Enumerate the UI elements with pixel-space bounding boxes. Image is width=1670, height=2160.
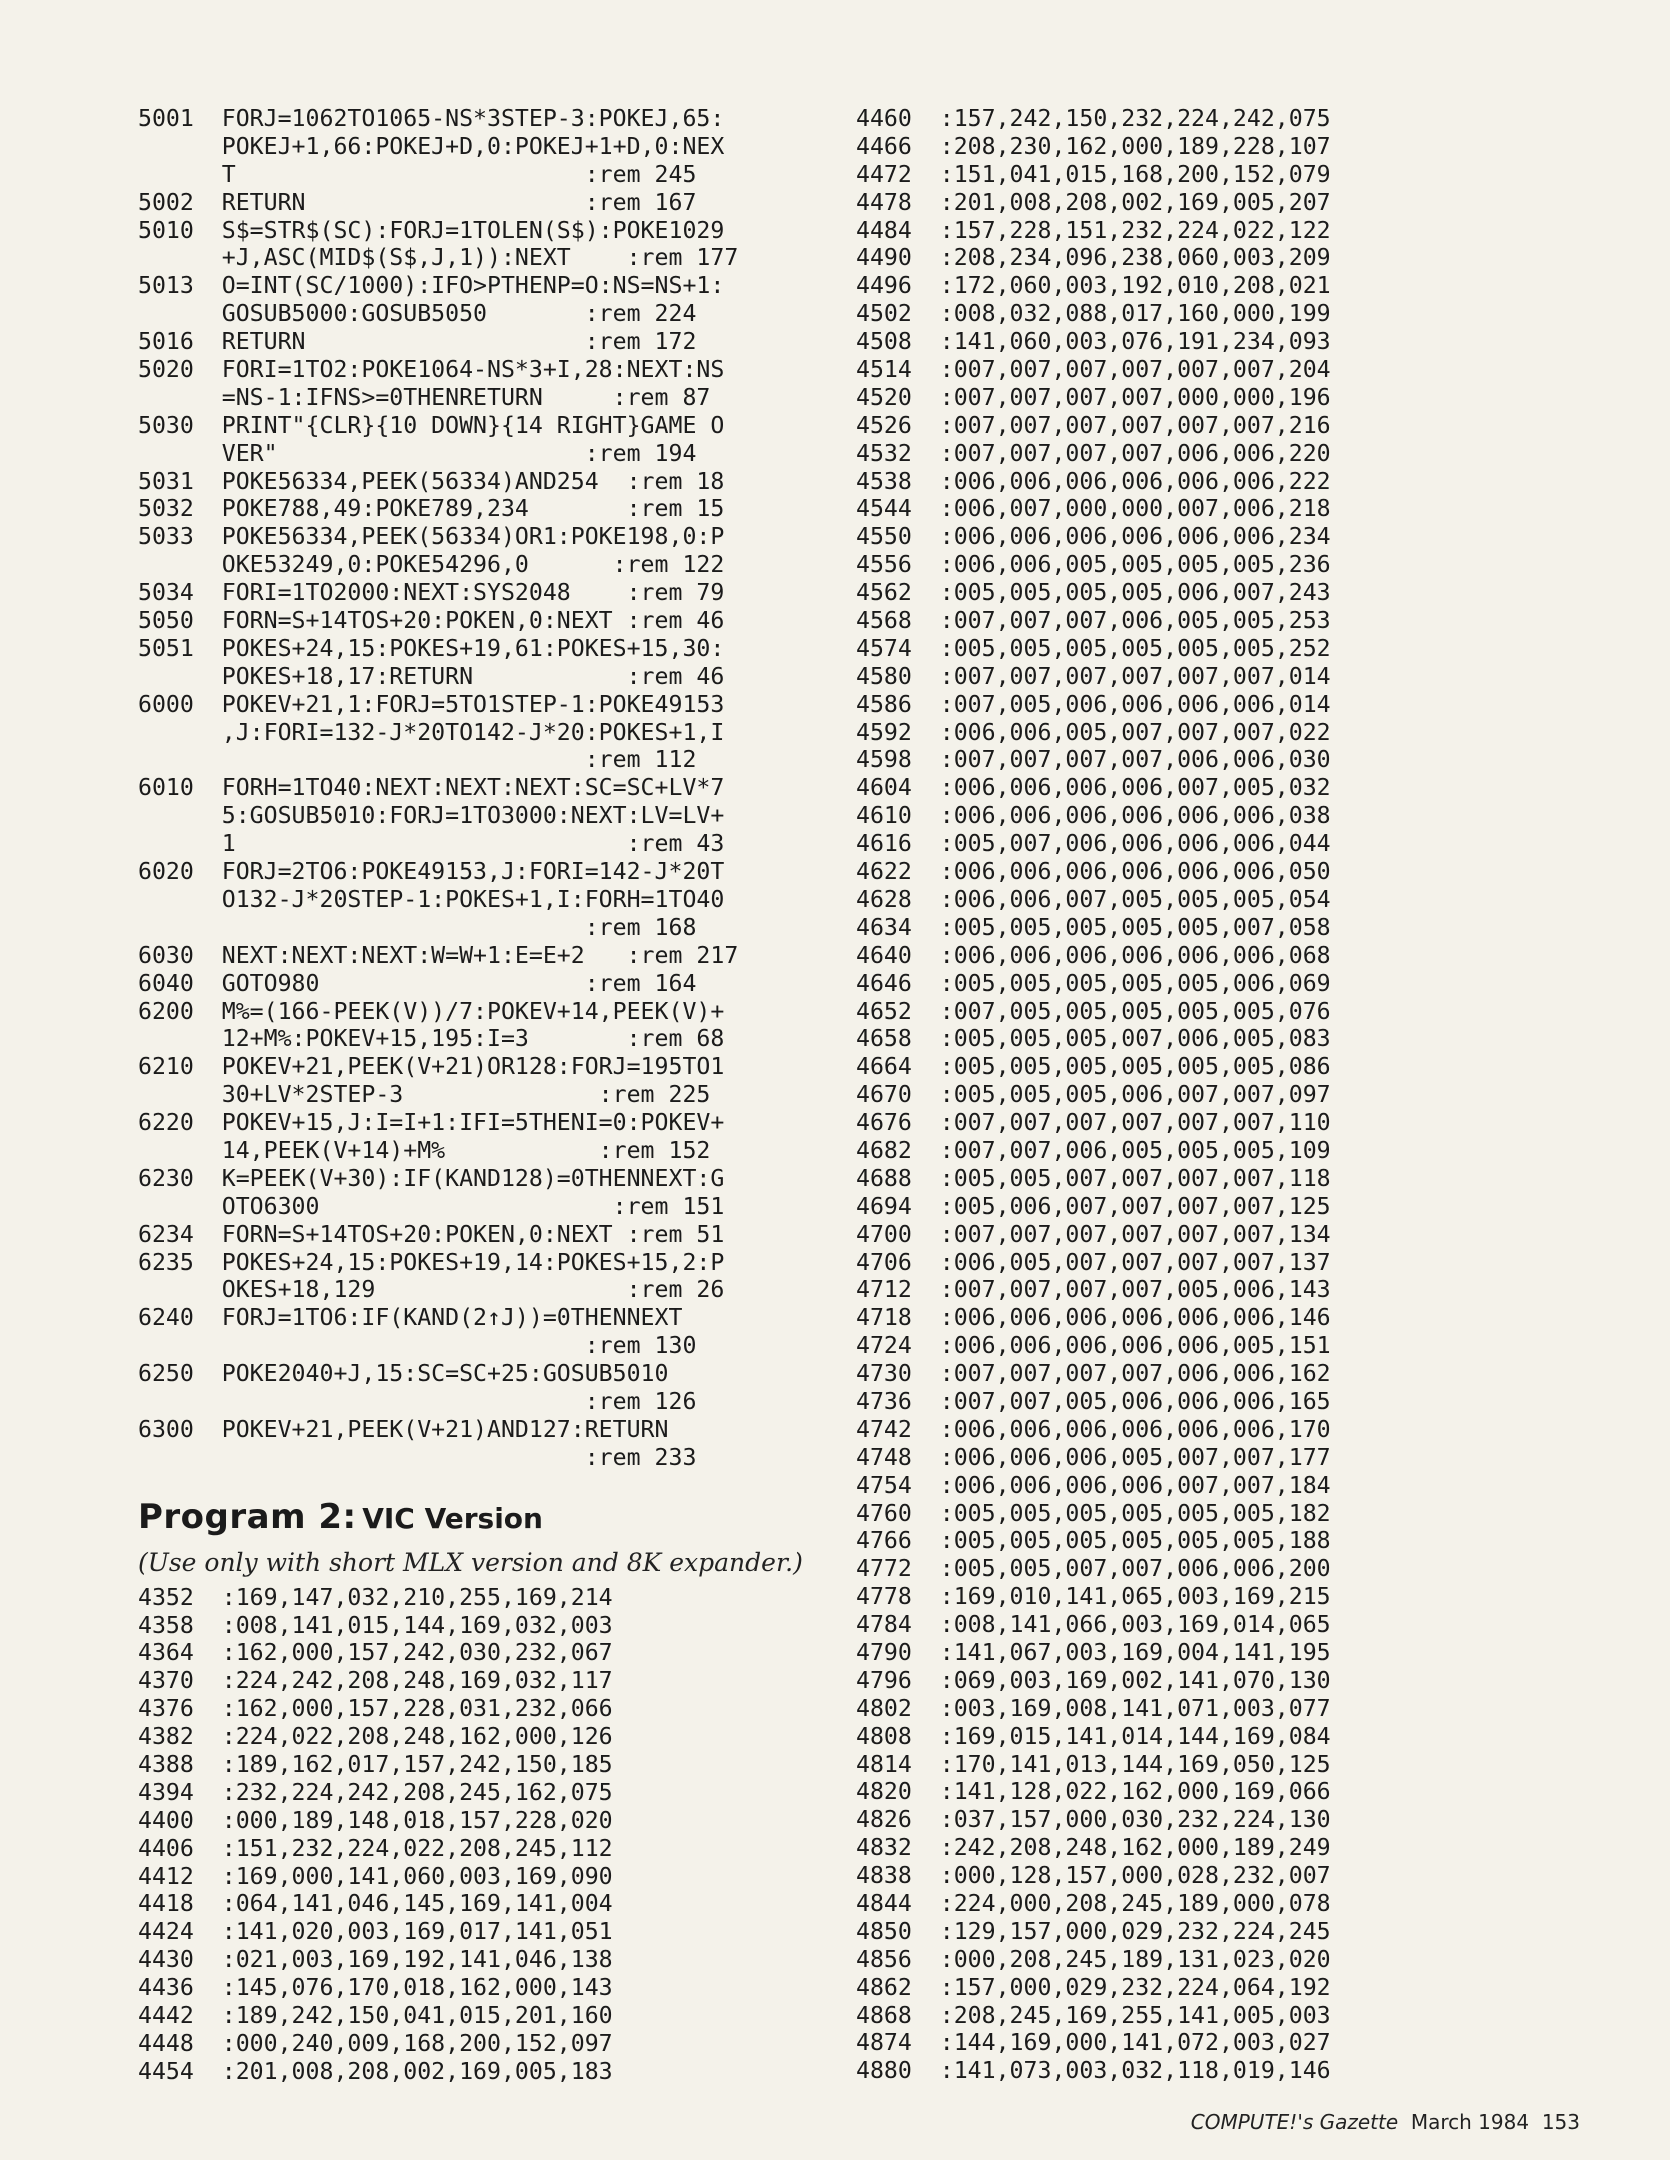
data-line: 4628 :006,006,007,005,005,005,054 [856, 885, 1331, 913]
data-line: 4478 :201,008,208,002,169,005,207 [856, 188, 1331, 216]
data-line: 4580 :007,007,007,007,007,007,014 [856, 662, 1331, 690]
data-line: 4802 :003,169,008,141,071,003,077 [856, 1694, 1331, 1722]
data-line: 4418 :064,141,046,145,169,141,004 [138, 1890, 613, 1918]
data-line: 4826 :037,157,000,030,232,224,130 [856, 1806, 1331, 1834]
magazine-name: COMPUTE!'s Gazette [1190, 2110, 1399, 2134]
data-line: 4646 :005,005,005,005,005,006,069 [856, 969, 1331, 997]
code-line: 5016 RETURN :rem 172 [138, 328, 697, 356]
data-line: 4766 :005,005,005,005,005,005,188 [856, 1527, 1331, 1555]
code-line: 6230 K=PEEK(V+30):IF(KAND128)=0THENNEXT:G [138, 1164, 725, 1192]
data-line: 4688 :005,005,007,007,007,007,118 [856, 1164, 1331, 1192]
data-line: 4682 :007,007,006,005,005,005,109 [856, 1136, 1331, 1164]
data-line: 4742 :006,006,006,006,006,006,170 [856, 1415, 1331, 1443]
code-line: POKES+18,17:RETURN :rem 46 [138, 662, 725, 690]
data-line: 4604 :006,006,006,006,007,005,032 [856, 774, 1331, 802]
data-line: 4670 :005,005,005,006,007,007,097 [856, 1081, 1331, 1109]
code-line: 6240 FORJ=1TO6:IF(KAND(2↑J))=0THENNEXT [138, 1304, 683, 1332]
data-line: 4712 :007,007,007,007,005,006,143 [856, 1276, 1331, 1304]
data-line: 4772 :005,005,007,007,006,006,200 [856, 1555, 1331, 1583]
code-line: =NS-1:IFNS>=0THENRETURN :rem 87 [138, 383, 711, 411]
data-line: 4844 :224,000,208,245,189,000,078 [856, 1890, 1331, 1917]
code-line: O132-J*20STEP-1:POKES+1,I:FORH=1TO40 [138, 885, 725, 913]
data-line: 4658 :005,005,005,007,006,005,083 [856, 1025, 1331, 1053]
code-line: 6020 FORJ=2TO6:POKE49153,J:FORI=142-J*20T [138, 858, 725, 886]
data-line: 4862 :157,000,029,232,224,064,192 [856, 1973, 1331, 2001]
code-line: 5033 POKE56334,PEEK(56334)OR1:POKE198,0:P [138, 523, 725, 551]
data-line: 4412 :169,000,141,060,003,169,090 [138, 1862, 613, 1890]
data-line: 4370 :224,242,208,248,169,032,117 [138, 1667, 613, 1695]
code-line: 5020 FORI=1TO2:POKE1064-NS*3+I,28:NEXT:NS [138, 356, 725, 384]
code-line: 6220 POKEV+15,J:I=I+1:IFI=5THENI=0:POKEV+ [138, 1109, 725, 1137]
code-line: T :rem 245 [138, 160, 697, 188]
left-column [138, 105, 838, 2086]
data-line: 4436 :145,076,170,018,162,000,143 [138, 1974, 613, 2002]
code-line: 6000 POKEV+21,1:FORJ=5TO1STEP-1:POKE49153 [138, 690, 725, 718]
code-line: 5013 O=INT(SC/1000):IFO>PTHENP=O:NS=NS+1: [138, 272, 725, 300]
data-line: 4592 :006,006,005,007,007,007,022 [856, 718, 1331, 746]
data-line: 4694 :005,006,007,007,007,007,125 [856, 1192, 1331, 1220]
data-listing-right [856, 105, 1416, 2085]
data-line: 4868 :208,245,169,255,141,005,003 [856, 2001, 1331, 2029]
data-line: 4376 :162,000,157,228,031,232,066 [138, 1695, 613, 1723]
data-line: 4472 :151,041,015,168,200,152,079 [856, 160, 1331, 188]
data-line: 4874 :144,169,000,141,072,003,027 [856, 2029, 1331, 2057]
code-line: OKES+18,129 :rem 26 [138, 1276, 725, 1304]
data-line: 4490 :208,234,096,238,060,003,209 [856, 244, 1331, 272]
data-line: 4784 :008,141,066,003,169,014,065 [856, 1611, 1331, 1639]
data-line: 4610 :006,006,006,006,006,006,038 [856, 802, 1331, 830]
code-line: :rem 126 [138, 1387, 697, 1415]
data-line: 4538 :006,006,006,006,006,006,222 [856, 467, 1331, 495]
data-line: 4850 :129,157,000,029,232,224,245 [856, 1917, 1331, 1945]
data-line: 4466 :208,230,162,000,189,228,107 [856, 132, 1331, 160]
code-line: VER" :rem 194 [138, 439, 697, 467]
code-line: 5010 S$=STR$(SC):FORJ=1TOLEN(S$):POKE1029 [138, 216, 725, 244]
right-column [856, 105, 1416, 2085]
data-line: 4814 :170,141,013,144,169,050,125 [856, 1750, 1331, 1778]
data-line: 4790 :141,067,003,169,004,141,195 [856, 1638, 1331, 1666]
data-line: 4526 :007,007,007,007,007,007,216 [856, 411, 1331, 439]
code-line: OKE53249,0:POKE54296,0 :rem 122 [138, 551, 725, 579]
code-line: 5030 PRINT"{CLR}{10 DOWN}{14 RIGHT}GAME O [138, 411, 725, 439]
code-line: :rem 168 [138, 913, 697, 941]
data-line: 4724 :006,006,006,006,006,005,151 [856, 1332, 1331, 1360]
code-line: 5051 POKES+24,15:POKES+19,61:POKES+15,30: [138, 634, 725, 662]
code-line: ,J:FORI=132-J*20TO142-J*20:POKES+1,I [138, 718, 725, 746]
code-line: GOSUB5000:GOSUB5050 :rem 224 [138, 300, 697, 328]
data-line: 4706 :006,005,007,007,007,007,137 [856, 1248, 1331, 1276]
code-line: 6300 POKEV+21,PEEK(V+21)AND127:RETURN [138, 1415, 669, 1443]
data-line: 4514 :007,007,007,007,007,007,204 [856, 356, 1331, 384]
data-listing-left [138, 1584, 838, 2086]
data-line: 4382 :224,022,208,248,162,000,126 [138, 1723, 613, 1751]
code-line: :rem 130 [138, 1332, 697, 1360]
code-line: +J,ASC(MID$(S$,J,1)):NEXT :rem 177 [138, 244, 739, 272]
data-line: 4364 :162,000,157,242,030,232,067 [138, 1639, 613, 1667]
data-line: 4556 :006,006,005,005,005,005,236 [856, 551, 1331, 579]
data-line: 4796 :069,003,169,002,141,070,130 [856, 1666, 1331, 1694]
code-line: :rem 233 [138, 1443, 697, 1471]
data-line: 4754 :006,006,006,006,007,007,184 [856, 1471, 1331, 1499]
program-2-title: Program 2: [138, 1496, 357, 1537]
code-line: 5032 POKE788,49:POKE789,234 :rem 15 [138, 495, 725, 523]
data-line: 4400 :000,189,148,018,157,228,020 [138, 1806, 613, 1834]
data-line: 4808 :169,015,141,014,144,169,084 [856, 1722, 1331, 1750]
page-footer [1191, 2110, 1580, 2134]
data-line: 4664 :005,005,005,005,005,005,086 [856, 1053, 1331, 1081]
program-2-heading [138, 1494, 838, 1540]
data-line: 4448 :000,240,009,168,200,152,097 [138, 2029, 613, 2057]
data-line: 4508 :141,060,003,076,191,234,093 [856, 328, 1331, 356]
data-line: 4856 :000,208,245,189,131,023,020 [856, 1945, 1331, 1973]
data-line: 4424 :141,020,003,169,017,141,051 [138, 1918, 613, 1946]
data-line: 4640 :006,006,006,006,006,006,068 [856, 941, 1331, 969]
page-number: 153 [1541, 2110, 1580, 2134]
data-line: 4820 :141,128,022,162,000,169,066 [856, 1778, 1331, 1806]
code-line: 5034 FORI=1TO2000:NEXT:SYS2048 :rem 79 [138, 579, 725, 607]
data-line: 4442 :189,242,150,041,015,201,160 [138, 2002, 613, 2029]
data-line: 4778 :169,010,141,065,003,169,215 [856, 1583, 1331, 1611]
basic-listing [138, 105, 838, 1472]
data-line: 4652 :007,005,005,005,005,005,076 [856, 997, 1331, 1025]
data-line: 4634 :005,005,005,005,005,007,058 [856, 913, 1331, 941]
data-line: 4748 :006,006,006,005,007,007,177 [856, 1443, 1331, 1471]
data-line: 4496 :172,060,003,192,010,208,021 [856, 272, 1331, 300]
program-2-subtitle: VIC Version [362, 1501, 543, 1535]
data-line: 4460 :157,242,150,232,224,242,075 [856, 105, 1331, 132]
code-line: 6200 M%=(166-PEEK(V))/7:POKEV+14,PEEK(V)+ [138, 997, 725, 1025]
data-line: 4502 :008,032,088,017,160,000,199 [856, 300, 1331, 328]
data-line: 4430 :021,003,169,192,141,046,138 [138, 1946, 613, 1974]
data-line: 4532 :007,007,007,007,006,006,220 [856, 439, 1331, 467]
data-line: 4454 :201,008,208,002,169,005,183 [138, 2057, 613, 2085]
data-line: 4574 :005,005,005,005,005,005,252 [856, 634, 1331, 662]
code-line: 5001 FORJ=1062TO1065-NS*3STEP-3:POKEJ,65: [138, 105, 725, 132]
data-line: 4598 :007,007,007,007,006,006,030 [856, 746, 1331, 774]
data-line: 4586 :007,005,006,006,006,006,014 [856, 690, 1331, 718]
code-line: 6040 GOTO980 :rem 164 [138, 969, 697, 997]
data-line: 4676 :007,007,007,007,007,007,110 [856, 1109, 1331, 1137]
data-line: 4700 :007,007,007,007,007,007,134 [856, 1220, 1331, 1248]
code-line: 5050 FORN=S+14TOS+20:POKEN,0:NEXT :rem 46 [138, 607, 725, 635]
data-line: 4730 :007,007,007,007,006,006,162 [856, 1360, 1331, 1388]
code-line: OTO6300 :rem 151 [138, 1192, 725, 1220]
data-line: 4352 :169,147,032,210,255,169,214 [138, 1583, 613, 1611]
data-line: 4562 :005,005,005,005,006,007,243 [856, 579, 1331, 607]
code-line: POKEJ+1,66:POKEJ+D,0:POKEJ+1+D,0:NEX [138, 132, 725, 160]
data-line: 4484 :157,228,151,232,224,022,122 [856, 216, 1331, 244]
code-line: 6250 POKE2040+J,15:SC=SC+25:GOSUB5010 [138, 1360, 669, 1388]
data-line: 4568 :007,007,007,006,005,005,253 [856, 607, 1331, 635]
data-line: 4880 :141,073,003,032,118,019,146 [856, 2057, 1331, 2085]
data-line: 4760 :005,005,005,005,005,005,182 [856, 1499, 1331, 1527]
code-line: 6235 POKES+24,15:POKES+19,14:POKES+15,2:P [138, 1248, 725, 1276]
data-line: 4388 :189,162,017,157,242,150,185 [138, 1750, 613, 1778]
code-line: 5031 POKE56334,PEEK(56334)AND254 :rem 18 [138, 467, 725, 495]
code-line: 6030 NEXT:NEXT:NEXT:W=W+1:E=E+2 :rem 217 [138, 941, 739, 969]
data-line: 4550 :006,006,006,006,006,006,234 [856, 523, 1331, 551]
data-line: 4544 :006,007,000,000,007,006,218 [856, 495, 1331, 523]
code-line: 12+M%:POKEV+15,195:I=3 :rem 68 [138, 1025, 725, 1053]
code-line: 6210 POKEV+21,PEEK(V+21)OR128:FORJ=195TO1 [138, 1053, 725, 1081]
data-line: 4394 :232,224,242,208,245,162,075 [138, 1778, 613, 1806]
code-line: 5002 RETURN :rem 167 [138, 188, 697, 216]
data-line: 4736 :007,007,005,006,006,006,165 [856, 1387, 1331, 1415]
program-2-note: (Use only with short MLX version and 8K expander.) [138, 1547, 803, 1577]
code-line: 6010 FORH=1TO40:NEXT:NEXT:NEXT:SC=SC+LV*7 [138, 774, 725, 802]
issue-date: March 1984 [1410, 2110, 1530, 2134]
data-line: 4406 :151,232,224,022,208,245,112 [138, 1834, 613, 1862]
data-line: 4718 :006,006,006,006,006,006,146 [856, 1304, 1331, 1332]
data-line: 4358 :008,141,015,144,169,032,003 [138, 1611, 613, 1639]
code-line: 5:GOSUB5010:FORJ=1TO3000:NEXT:LV=LV+ [138, 802, 725, 830]
data-line: 4616 :005,007,006,006,006,006,044 [856, 830, 1331, 858]
code-line: 1 :rem 43 [138, 830, 725, 858]
code-line: :rem 112 [138, 746, 697, 774]
data-line: 4622 :006,006,006,006,006,006,050 [856, 858, 1331, 886]
data-line: 4832 :242,208,248,162,000,189,249 [856, 1834, 1331, 1862]
data-line: 4520 :007,007,007,007,000,000,196 [856, 383, 1331, 411]
code-line: 30+LV*2STEP-3 :rem 225 [138, 1081, 711, 1109]
code-line: 6234 FORN=S+14TOS+20:POKEN,0:NEXT :rem 51 [138, 1220, 725, 1248]
code-line: 14,PEEK(V+14)+M% :rem 152 [138, 1136, 711, 1164]
data-line: 4838 :000,128,157,000,028,232,007 [856, 1862, 1331, 1890]
